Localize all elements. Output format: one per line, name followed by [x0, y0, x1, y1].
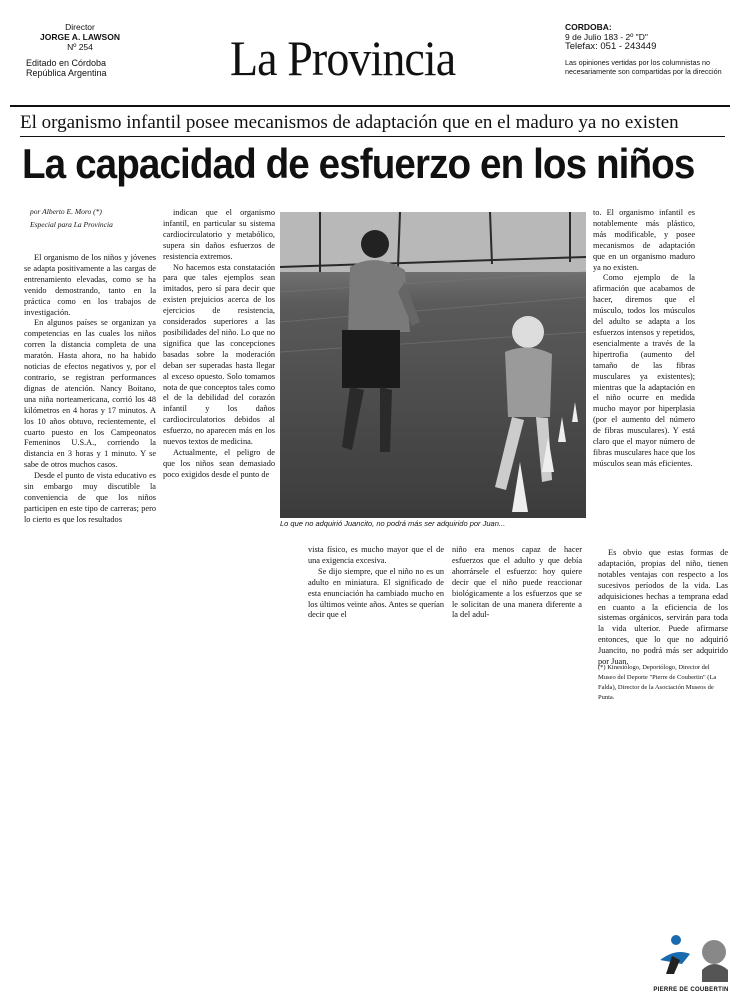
paragraph: En algunos países se organizan ya competencias en las cuales los niños corren la distancia completa de una maratón. Hasta ahora, no ha habido noticias de efectos negativos y, por el contrario, se registran performances dignas de atención. Nancy Boitano, una niña norteamericana, corrió los 48 kilómetros en 4 horas y 17 minutos. A los 10 años obtuvo, recientemente, el cuarto puesto en los Campeonatos Femeninos U.S.A., corriendo la distancia en 3 horas y 1 minuto. Y se sabe de otros muchos casos. — [24, 318, 156, 470]
subhead-rule — [20, 136, 725, 137]
byline-special: Especial para La Provincia — [30, 220, 113, 229]
article-subhead: El organismo infantil posee mecanismos de adaptación que en el maduro ya no existen — [20, 112, 679, 133]
director-label: Director — [65, 22, 95, 32]
article-photo — [280, 212, 586, 518]
paragraph: niño era menos capaz de hacer esfuerzos que el adulto y que debía ahorrársele el esfuerzo: hoy quiere decir que el niño puede reaccionar biológicamente a los esfuerzos que se le solicitan de una manera diferente a la del adul- — [452, 545, 582, 620]
runner-icon — [648, 930, 734, 982]
byline-author: por Alberto E. Moro (*) — [30, 207, 102, 216]
article-column-5 — [593, 208, 695, 470]
paragraph: vista físico, es mucho mayor que el de una exigencia excesiva. — [308, 545, 444, 565]
paragraph: indican que el organismo infantil, en particular su sistema cardiocirculatorio y metabólico, supera sin daños esfuerzos de resistencia extremos. — [163, 208, 275, 261]
edited-in: Editado en Córdoba — [26, 58, 107, 68]
phone: Telefax: 051 - 243449 — [565, 41, 657, 52]
paragraph: Como ejemplo de la afirmación que acabamos de hacer, diremos que el músculo, todos los músculos del adulto se adapta a los esfuerzos intensos y repetidos, esencialmente a través de la hipertrofia (aumento del tamaño de las fibras musculares ya existentes); mientras que la adaptación en el niño ocurre en medida mucho mayor por hiperplasia (por el aumento del número de fibras musculares). Y está claro que el mayor número de fibras musculares hace que los músculos sean más eficientes. — [593, 273, 695, 468]
address: 9 de Julio 183 - 2º "D" — [565, 32, 648, 42]
header-rule — [10, 105, 730, 107]
header-director-block — [10, 22, 150, 78]
photo-caption: Lo que no adquirió Juancito, no podrá más ser adquirido por Juan... — [280, 519, 506, 528]
article-column-6 — [598, 548, 728, 668]
paragraph: to. El organismo infantil es notablemente más plástico, más modificable, y posee mecanismos de adaptación que en un organismo maduro ya no existen. — [593, 208, 695, 272]
paragraph: Se dijo siempre, que el niño no es un adulto en miniatura. El significado de esta enunciación ha cambiado mucho en los últimos veinte años. Antes se querían decir que el — [308, 566, 444, 620]
article-column-3 — [308, 545, 444, 621]
author-footnote: (*) Kinesiólogo, Deportólogo, Director del Museo del Deporte "Pierre de Coubertin" (La Falda), Director de la Asociación Museos de Punta. — [598, 664, 717, 701]
article-column-4 — [452, 545, 582, 621]
paragraph: El organismo de los niños y jóvenes se adapta positivamente a las cargas de entrenamiento elevadas, como se ha venido demostrando, tanto en la práctica como en los trabajos de investigación. — [24, 253, 156, 317]
byline — [30, 206, 170, 230]
pierre-de-coubertin-logo — [648, 930, 734, 998]
paragraph: Desde el punto de vista educativo es sin embargo muy discutible la conveniencia de que los niños participen en este tipo de carreras; pero lo cierto es que los resultados — [24, 471, 156, 524]
masthead: La Provincia — [230, 30, 456, 86]
running-coach-and-child-photo — [280, 212, 586, 518]
city: CORDOBA: — [565, 22, 612, 32]
country: República Argentina — [26, 68, 107, 78]
article-headline: La capacidad de esfuerzo en los niños — [22, 140, 695, 187]
paragraph: Es obvio que estas formas de adaptación, propias del niño, tienen notables ventajas con respecto a los sucesivos períodos de la vida. Las adquisiciones hechas a temprana edad en cuanto a la eficiencia de los sistemas orgánicos, servirán para toda la vida ulterior. Puede afirmarse entonces, que lo que no adquirió Juancito, no podrá más ser adquirido por Juan. — [598, 548, 728, 667]
paragraph: No hacemos esta constatación para que tales ejemplos sean imitados, pero sí para decir que existen prejuicios acerca de los ejercicios de resistencia, considerados superiores a las posibilidades del niño. Lo que no significa que las concepciones basadas sobre la moderación deban ser superadas hasta llegar al exceso opuesto. Solo tomamos nota de que conceptos tales como el de la debilidad del corazón infantil y los daños cardiocirculatorios debidos al esfuerzo, no aparecen más en los nuevos textos de medicina. — [163, 262, 275, 447]
logo-text: PIERRE DE COUBERTIN — [653, 987, 729, 993]
issue-number: Nº 254 — [67, 42, 93, 52]
paragraph: Actualmente, el peligro de que los niños sean demasiado poco exigidos desde el punto de — [163, 447, 275, 479]
article-column-1 — [24, 253, 156, 526]
header-contact-block — [565, 22, 735, 76]
article-column-2 — [163, 208, 275, 481]
director-name: JORGE A. LAWSON — [40, 32, 120, 42]
disclaimer: Las opiniones vertidas por los columnistas no necesariamente son compartidas por la dirección — [565, 58, 722, 76]
